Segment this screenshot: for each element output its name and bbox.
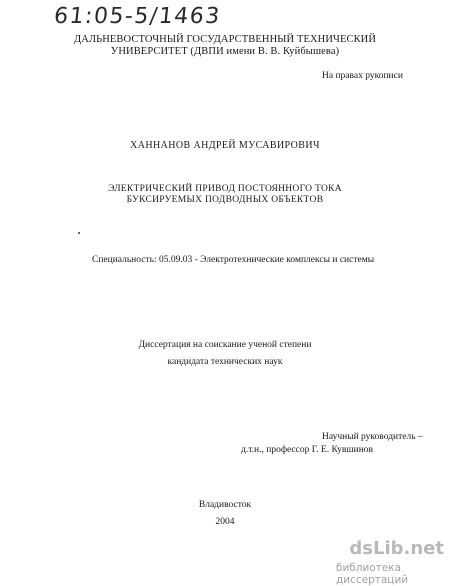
- university-line-1: ДАЛЬНЕВОСТОЧНЫЙ ГОСУДАРСТВЕННЫЙ ТЕХНИЧЕСКИЙ: [73, 34, 377, 45]
- supervisor-label: Научный руководитель –: [322, 432, 423, 442]
- year: 2004: [215, 517, 235, 527]
- author-name: ХАННАНОВ АНДРЕЙ МУСАВИРОВИЧ: [130, 140, 320, 151]
- supervisor-name: д.т.н., профессор Г. Е. Кувшинов: [241, 445, 374, 455]
- degree-line-1: Диссертация на соискание ученой степени: [138, 340, 312, 350]
- degree-line-2: кандидата технических наук: [167, 357, 283, 367]
- scan-speck: [78, 232, 80, 234]
- watermark-logo: dsLib.net: [349, 538, 444, 559]
- dissertation-title: [0, 184, 450, 206]
- title-line-2: БУКСИРУЕМЫХ ПОДВОДНЫХ ОБЪЕКТОВ: [126, 195, 324, 205]
- specialty-line: Специальность: 05.09.03 - Электротехнические комплексы и системы: [92, 255, 375, 265]
- archive-stamp: 61:05-5/1463: [52, 4, 223, 29]
- city: Владивосток: [198, 500, 252, 510]
- title-line-1: ЭЛЕКТРИЧЕСКИЙ ПРИВОД ПОСТОЯННОГО ТОКА: [108, 184, 342, 194]
- watermark-subtitle: библиотека диссертаций: [336, 562, 409, 586]
- university-line-2: УНИВЕРСИТЕТ (ДВПИ имени В. В. Куйбышева): [110, 46, 340, 57]
- university-header: [0, 34, 450, 58]
- dslib-watermark: [336, 538, 444, 586]
- rights-notice: На правах рукописи: [322, 71, 403, 81]
